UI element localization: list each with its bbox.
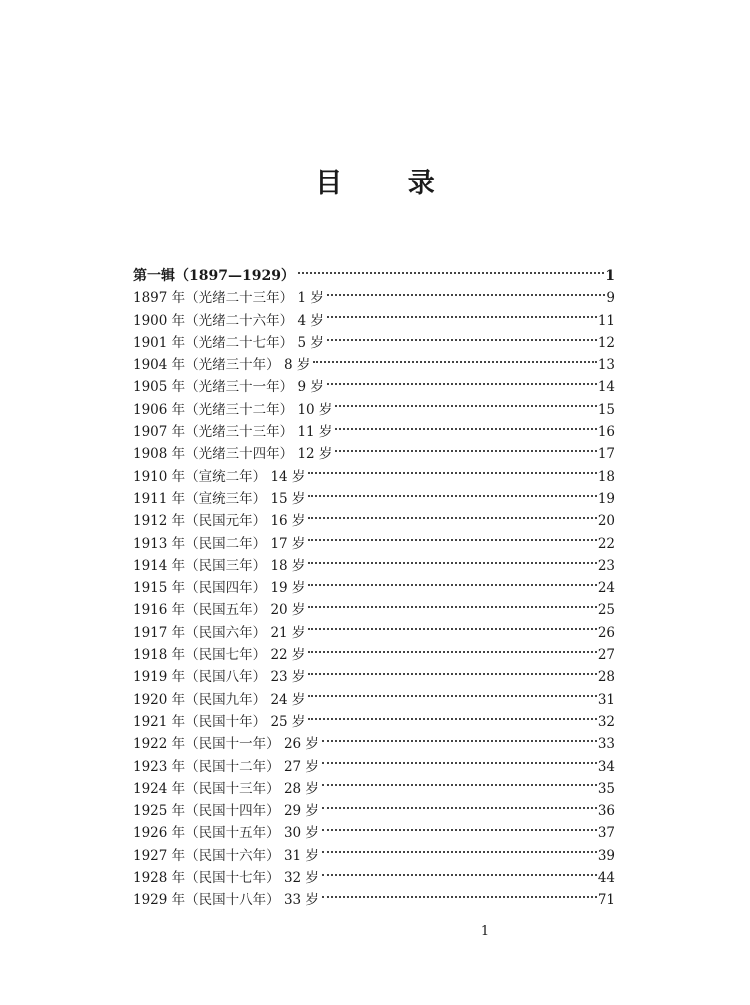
toc-leader-dots — [308, 583, 596, 586]
toc-entry-label: 1900 年（光绪二十六年） 4 岁 — [133, 312, 324, 329]
toc-entry-label: 1913 年（民国二年） 17 岁 — [133, 535, 306, 552]
toc-leader-dots — [327, 293, 606, 296]
toc-leader-dots — [322, 850, 597, 853]
toc-entry[interactable] — [133, 666, 615, 688]
toc-entry-page: 18 — [597, 468, 615, 485]
toc-leader-dots — [335, 449, 596, 452]
toc-entry-label: 1923 年（民国十二年） 27 岁 — [133, 758, 319, 775]
toc-leader-dots — [313, 360, 596, 363]
toc-entry-page: 34 — [597, 758, 615, 775]
toc-entry-label: 1920 年（民国九年） 24 岁 — [133, 691, 306, 708]
toc-leader-dots — [327, 338, 597, 341]
toc-leader-dots — [322, 828, 597, 831]
toc-entry[interactable] — [133, 488, 615, 510]
toc-leader-dots — [308, 650, 596, 653]
toc-entry-page: 37 — [597, 825, 615, 842]
toc-entry-page: 31 — [597, 691, 615, 708]
toc-leader-dots — [322, 895, 597, 898]
toc-entry[interactable] — [133, 644, 615, 666]
toc-leader-dots — [327, 315, 597, 318]
toc-entry-page: 33 — [597, 736, 615, 753]
toc-entry-label: 1907 年（光绪三十三年） 11 岁 — [133, 424, 333, 441]
toc-entry-page: 24 — [597, 580, 615, 597]
toc-entry[interactable] — [133, 778, 615, 800]
toc-entry[interactable] — [133, 354, 615, 376]
toc-leader-dots — [308, 538, 596, 541]
toc-entry[interactable] — [133, 399, 615, 421]
toc-entry-page: 44 — [597, 870, 615, 887]
toc-leader-dots — [298, 271, 604, 274]
toc-entry-label: 1928 年（民国十七年） 32 岁 — [133, 870, 319, 887]
toc-entry[interactable] — [133, 555, 615, 577]
toc-entry-page: 27 — [597, 647, 615, 664]
toc-leader-dots — [322, 806, 597, 809]
toc-entry[interactable] — [133, 889, 615, 911]
toc-entry[interactable] — [133, 845, 615, 867]
toc-entry[interactable] — [133, 756, 615, 778]
toc-entry-label: 1904 年（光绪三十年） 8 岁 — [133, 357, 311, 374]
toc-entry-page: 20 — [597, 513, 615, 530]
toc-entry-label: 1912 年（民国元年） 16 岁 — [133, 513, 306, 530]
toc-entry-label: 1905 年（光绪三十一年） 9 岁 — [133, 379, 324, 396]
toc-entry-label: 1927 年（民国十六年） 31 岁 — [133, 847, 319, 864]
toc-leader-dots — [335, 404, 596, 407]
toc-entry[interactable] — [133, 689, 615, 711]
toc-entry-page: 13 — [597, 357, 615, 374]
page-title: 目 录 — [315, 168, 463, 199]
toc-entry-page: 9 — [606, 290, 615, 307]
toc-entry[interactable] — [133, 443, 615, 465]
toc-leader-dots — [308, 516, 596, 519]
toc-entry[interactable] — [133, 800, 615, 822]
toc-entry-label: 1924 年（民国十三年） 28 岁 — [133, 780, 319, 797]
toc-entry-page: 26 — [597, 624, 615, 641]
toc-entry-label: 第一辑（1897—1929） — [133, 268, 295, 284]
toc-entry-label: 1911 年（宣统三年） 15 岁 — [133, 490, 306, 507]
toc-entry[interactable] — [133, 711, 615, 733]
toc-entry-label: 1906 年（光绪三十二年） 10 岁 — [133, 401, 333, 418]
toc-entry-page: 28 — [597, 669, 615, 686]
toc-leader-dots — [308, 672, 596, 675]
toc-entry[interactable] — [133, 822, 615, 844]
toc-entry-label: 1917 年（民国六年） 21 岁 — [133, 624, 306, 641]
toc-leader-dots — [327, 382, 597, 385]
toc-entry-page: 22 — [597, 535, 615, 552]
toc-leader-dots — [308, 494, 596, 497]
page-number: 1 — [480, 924, 490, 939]
toc-entry-label: 1910 年（宣统二年） 14 岁 — [133, 468, 306, 485]
toc-entry[interactable] — [133, 533, 615, 555]
toc-entry-page: 35 — [597, 780, 615, 797]
toc-leader-dots — [308, 605, 596, 608]
toc-entry-label: 1921 年（民国十年） 25 岁 — [133, 713, 306, 730]
toc-entry-label: 1908 年（光绪三十四年） 12 岁 — [133, 446, 333, 463]
toc-leader-dots — [322, 739, 597, 742]
toc-section-heading[interactable] — [133, 265, 615, 287]
toc-entry-page: 14 — [597, 379, 615, 396]
toc-leader-dots — [335, 427, 596, 430]
toc-leader-dots — [322, 761, 597, 764]
toc-entry-page: 23 — [597, 557, 615, 574]
toc-entry[interactable] — [133, 310, 615, 332]
toc-entry-page: 39 — [597, 847, 615, 864]
toc-entry-label: 1925 年（民国十四年） 29 岁 — [133, 803, 319, 820]
toc-entry-label: 1915 年（民国四年） 19 岁 — [133, 580, 306, 597]
toc-entry-page: 19 — [597, 490, 615, 507]
toc-entry[interactable] — [133, 622, 615, 644]
toc-entry[interactable] — [133, 733, 615, 755]
toc-entry-page: 17 — [597, 446, 615, 463]
toc-entry-page: 71 — [597, 892, 615, 909]
toc-entry-page: 36 — [597, 803, 615, 820]
toc-entry[interactable] — [133, 510, 615, 532]
toc-entry-page: 15 — [597, 401, 615, 418]
toc-entry-label: 1897 年（光绪二十三年） 1 岁 — [133, 290, 324, 307]
table-of-contents — [133, 265, 615, 912]
toc-entry[interactable] — [133, 376, 615, 398]
toc-entry-label: 1922 年（民国十一年） 26 岁 — [133, 736, 319, 753]
toc-leader-dots — [308, 561, 596, 564]
toc-entry-page: 11 — [597, 312, 615, 329]
toc-leader-dots — [308, 717, 596, 720]
toc-entry-label: 1901 年（光绪二十七年） 5 岁 — [133, 334, 324, 351]
toc-entry-page: 16 — [597, 424, 615, 441]
toc-leader-dots — [322, 873, 597, 876]
toc-entry-label: 1929 年（民国十八年） 33 岁 — [133, 892, 319, 909]
toc-entry[interactable] — [133, 332, 615, 354]
toc-entry-label: 1916 年（民国五年） 20 岁 — [133, 602, 306, 619]
toc-entry[interactable] — [133, 867, 615, 889]
toc-entry-label: 1918 年（民国七年） 22 岁 — [133, 647, 306, 664]
toc-entry[interactable] — [133, 421, 615, 443]
toc-entry-page: 12 — [597, 334, 615, 351]
toc-entry[interactable] — [133, 577, 615, 599]
toc-entry-label: 1919 年（民国八年） 23 岁 — [133, 669, 306, 686]
toc-entry[interactable] — [133, 287, 615, 309]
toc-leader-dots — [322, 783, 597, 786]
toc-entry-page: 1 — [605, 268, 615, 284]
toc-entry-label: 1914 年（民国三年） 18 岁 — [133, 557, 306, 574]
toc-entry-page: 25 — [597, 602, 615, 619]
toc-leader-dots — [308, 627, 596, 630]
toc-leader-dots — [308, 471, 596, 474]
toc-entry-page: 32 — [597, 713, 615, 730]
toc-leader-dots — [308, 694, 596, 697]
toc-entry[interactable] — [133, 599, 615, 621]
toc-entry[interactable] — [133, 466, 615, 488]
toc-entry-label: 1926 年（民国十五年） 30 岁 — [133, 825, 319, 842]
